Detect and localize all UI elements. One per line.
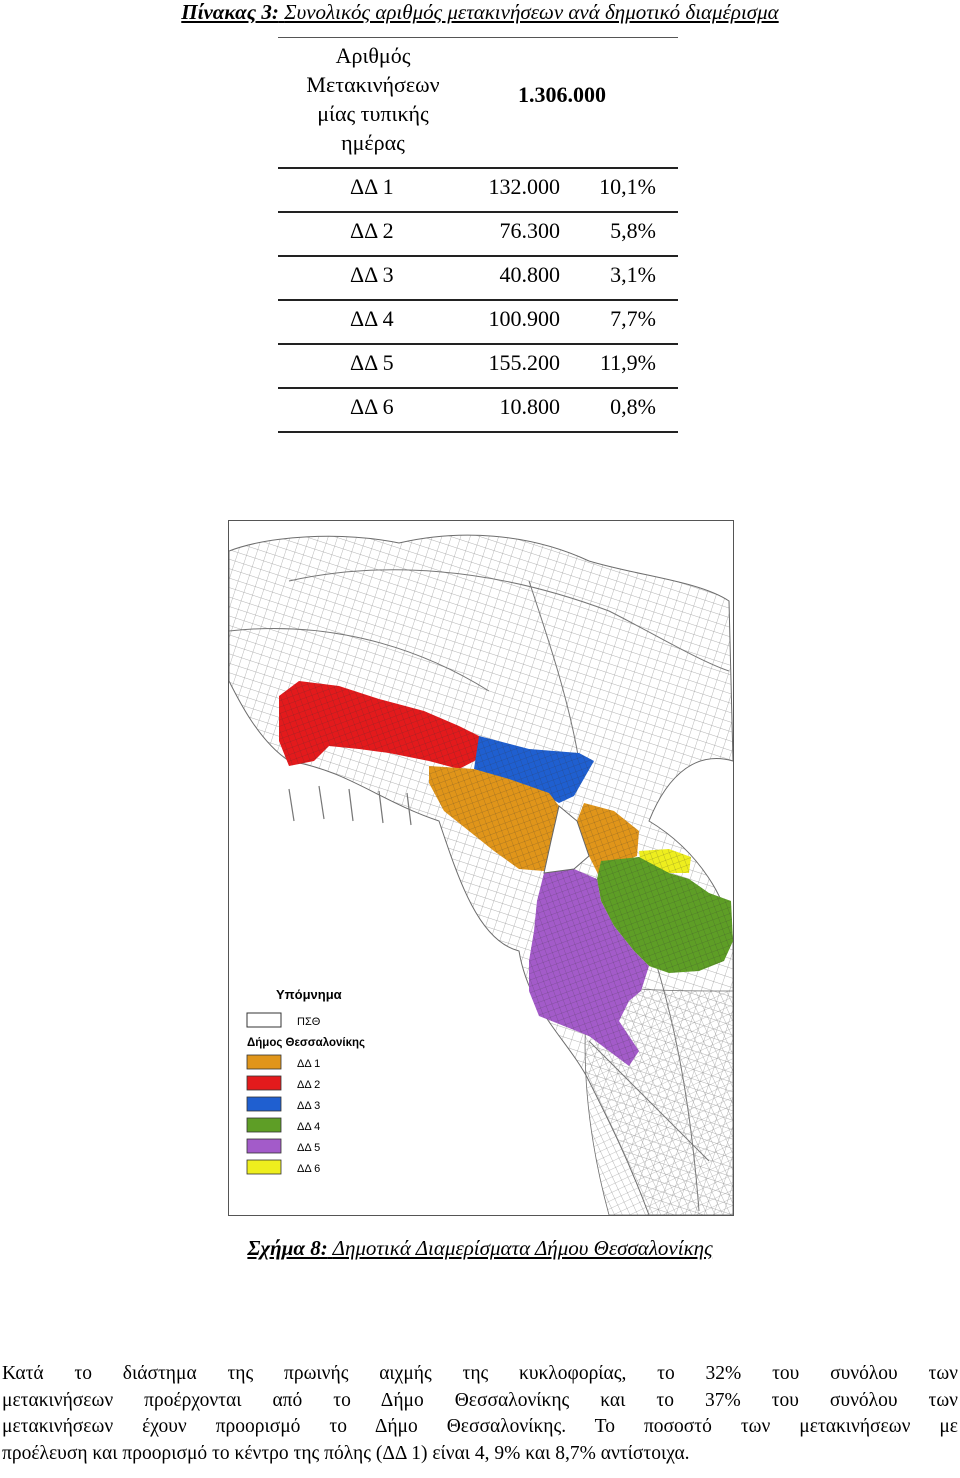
table-row <box>278 345 678 388</box>
header-label-line: ημέρας <box>341 130 405 155</box>
legend-municipality: Δήμος Θεσσαλονίκης <box>247 1037 366 1049</box>
header-label-line: Αριθμός <box>335 43 411 68</box>
row-count: 40.800 <box>499 262 560 287</box>
districts-map <box>228 520 734 1216</box>
legend-label-dd2: ΔΔ 2 <box>297 1079 321 1091</box>
row-percent: 0,8% <box>610 394 656 419</box>
trips-table <box>278 37 678 433</box>
table-header <box>278 37 678 169</box>
row-count: 100.900 <box>488 306 560 331</box>
legend-swatch-pseth <box>247 1013 281 1027</box>
row-percent: 11,9% <box>599 350 656 375</box>
legend-swatch-dd5 <box>247 1139 281 1153</box>
legend-swatch-dd4 <box>247 1118 281 1132</box>
legend-label-dd1: ΔΔ 1 <box>297 1058 321 1070</box>
row-count: 132.000 <box>488 174 560 199</box>
figure-caption-title: Δημοτικά Διαμερίσματα Δήμου Θεσσαλονίκης <box>332 1236 713 1260</box>
table-caption <box>0 0 960 25</box>
row-count: 10.800 <box>499 394 560 419</box>
row-name: ΔΔ 5 <box>350 350 394 375</box>
legend-swatch-dd6 <box>247 1160 281 1174</box>
map-canvas <box>229 521 733 1215</box>
paragraph-line: Κατά το διάστημα της πρωινής αιχμής της κυκλοφορίας, το 32% του συνόλου των <box>2 1363 958 1384</box>
legend-label-dd4: ΔΔ 4 <box>297 1121 321 1133</box>
legend-swatch-dd3 <box>247 1097 281 1111</box>
table-row <box>278 301 678 344</box>
table-caption-title: Συνολικός αριθμός μετακινήσεων ανά δημοτικό διαμέρισμα <box>284 0 779 24</box>
table-row <box>278 169 678 212</box>
row-name: ΔΔ 3 <box>350 262 394 287</box>
table-row <box>278 213 678 256</box>
figure-caption-prefix: Σχήμα 8: <box>247 1236 328 1260</box>
body-paragraph <box>2 1361 958 1467</box>
legend-label-dd5: ΔΔ 5 <box>297 1142 321 1154</box>
header-label <box>278 41 468 157</box>
row-name: ΔΔ 6 <box>350 394 394 419</box>
row-name: ΔΔ 2 <box>350 218 394 243</box>
table-row <box>278 257 678 300</box>
paragraph-line: μετακινήσεων προέρχονται από το Δήμο Θεσσαλονίκης και το 37% του συνόλου των <box>2 1389 958 1411</box>
legend-label-dd3: ΔΔ 3 <box>297 1100 321 1112</box>
row-name: ΔΔ 4 <box>350 306 394 331</box>
table-row <box>278 389 678 432</box>
row-count: 76.300 <box>499 218 560 243</box>
legend-title: Υπόμνημα <box>276 987 342 1002</box>
row-name: ΔΔ 1 <box>350 174 394 199</box>
map-legend <box>247 987 365 1175</box>
legend-swatch-dd1 <box>247 1055 281 1069</box>
row-percent: 10,1% <box>599 174 656 199</box>
row-percent: 5,8% <box>610 218 656 243</box>
legend-swatch-dd2 <box>247 1076 281 1090</box>
row-percent: 7,7% <box>610 306 656 331</box>
legend-pseth-label: ΠΣΘ <box>297 1016 321 1028</box>
table-caption-prefix: Πίνακας 3: <box>181 0 279 24</box>
header-total: 1.306.000 <box>518 82 606 107</box>
header-label-line: Μετακινήσεων <box>306 72 440 97</box>
row-percent: 3,1% <box>610 262 656 287</box>
row-count: 155.200 <box>488 350 560 375</box>
figure-caption <box>0 1236 960 1261</box>
paragraph-line: μετακινήσεων έχουν προορισμό το Δήμο Θεσσαλονίκης. Το ποσοστό των μετακινήσεων με <box>2 1416 958 1438</box>
legend-label-dd6: ΔΔ 6 <box>297 1163 321 1175</box>
header-label-line: μίας τυπικής <box>317 101 429 126</box>
paragraph-line: προέλευση και προορισμό το κέντρο της πόλης (ΔΔ 1) είναι 4, 9% και 8,7% αντίστοιχα. <box>2 1442 690 1464</box>
table-bottom-rule <box>278 431 678 433</box>
